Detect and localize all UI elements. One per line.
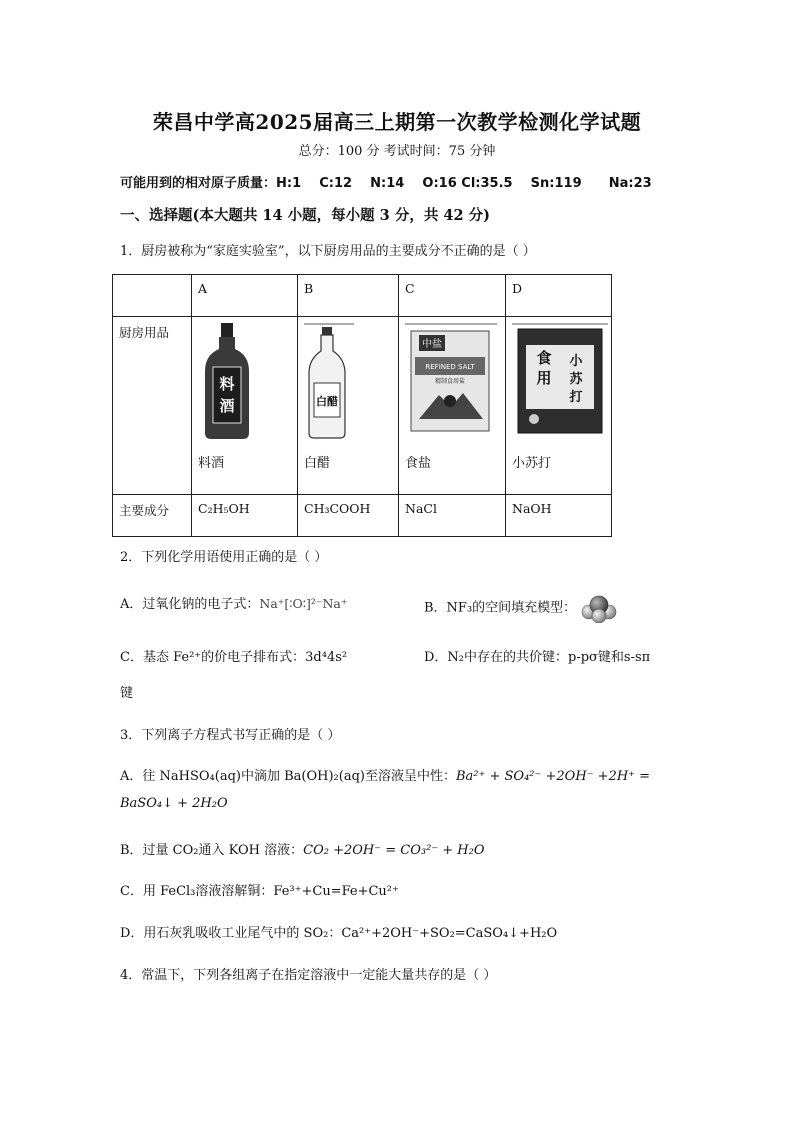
cooking-wine-bottle-image <box>198 323 288 453</box>
q3-option-a-text: A．往 NaHSO₄(aq)中滴加 Ba(OH)₂(aq)至溶液呈中性： <box>120 769 456 784</box>
q2-option-d: D．N₂中存在的共价键：p-pσ键和s-sπ <box>424 650 651 665</box>
bag-d-char-3: 小 <box>569 353 583 369</box>
question-2-stem: 2．下列化学用语使用正确的是（ ） <box>120 550 328 565</box>
question-3-stem: 3．下列离子方程式书写正确的是（ ） <box>120 728 341 743</box>
bottle-b-label: 白醋 <box>316 394 338 408</box>
component-d: NaOH <box>506 495 612 537</box>
bottle-a-char-2: 酒 <box>219 396 235 415</box>
q3-option-a-equation-line2: BaSO₄↓ + 2H₂O <box>120 796 228 811</box>
baking-soda-bag-image <box>512 323 612 453</box>
table-head-empty <box>113 275 192 317</box>
q3-option-a <box>120 765 650 784</box>
bag-d-char-1: 食 <box>536 348 552 367</box>
table-header-row <box>113 275 612 317</box>
bottle-a-char-1: 料 <box>219 374 235 393</box>
table-row-components <box>113 495 612 537</box>
q2-option-a <box>120 593 347 612</box>
item-baking-soda: 小苏打 <box>512 455 552 471</box>
row-label-components: 主要成分 <box>113 495 192 537</box>
question-4-stem: 4．常温下，下列各组离子在指定溶液中一定能大量共存的是（ ） <box>120 968 497 983</box>
q3-option-b <box>120 839 485 858</box>
q3-option-b-equation: CO₂ +2OH⁻ = CO₃²⁻ + H₂O <box>303 843 485 858</box>
q2-option-b <box>424 593 618 623</box>
salt-cn: 精制食用盐 <box>434 377 466 385</box>
question-1-stem: 1．厨房被称为“家庭实验室”，以下厨房用品的主要成分不正确的是（ ） <box>120 244 536 259</box>
vinegar-bottle-image <box>304 323 384 453</box>
q2-option-b-text: B．NF₃的空间填充模型： <box>424 600 577 616</box>
q3-option-a-equation: Ba²⁺ + SO₄²⁻ +2OH⁻ +2H⁺ = <box>455 769 651 784</box>
atomic-masses: 可能用到的相对原子质量：H:1 C:12 N:14 O:16 Cl:35.5 Sn:119 Na:23 <box>120 176 652 191</box>
na2o2-electron-formula: Na⁺[∶O∶]²⁻Na⁺ <box>259 596 348 611</box>
table-head-d: D <box>506 275 612 317</box>
salt-bag-image <box>405 323 497 453</box>
bag-d-char-4: 苏 <box>569 371 583 387</box>
q2-option-c: C．基态 Fe²⁺的价电子排布式：3d⁴4s² <box>120 650 348 665</box>
bag-d-char-5: 打 <box>569 389 583 405</box>
item-cooking-wine: 料酒 <box>198 455 225 471</box>
q3-option-c: C．用 FeCl₃溶液溶解铜：Fe³⁺+Cu=Fe+Cu²⁺ <box>120 884 399 899</box>
q2-option-d-tail: 键 <box>120 686 134 701</box>
exam-info: 总分：100 分 考试时间：75 分钟 <box>298 144 496 159</box>
table-head-c: C <box>399 275 506 317</box>
q2-option-a-text: A．过氧化钠的电子式： <box>120 597 260 612</box>
component-c: NaCl <box>399 495 506 537</box>
item-white-vinegar: 白醋 <box>304 455 331 471</box>
nf3-space-filling-model-icon <box>580 593 618 623</box>
page-title: 荣昌中学高2025届高三上期第一次教学检测化学试题 <box>152 110 642 134</box>
component-b: CH₃COOH <box>298 495 399 537</box>
question-1-table <box>112 274 612 537</box>
table-head-a: A <box>192 275 298 317</box>
salt-en: REFINED SALT <box>425 362 475 371</box>
table-row-items <box>113 316 612 494</box>
table-head-b: B <box>298 275 399 317</box>
salt-brand: 中盐 <box>422 338 442 350</box>
component-a: C₂H₅OH <box>192 495 298 537</box>
section-heading: 一、选择题(本大题共 14 小题，每小题 3 分，共 42 分) <box>120 207 490 224</box>
q3-option-d: D．用石灰乳吸收工业尾气中的 SO₂：Ca²⁺+2OH⁻+SO₂=CaSO₄↓+H₂O <box>120 926 558 941</box>
row-label-items: 厨房用品 <box>113 316 192 494</box>
bag-d-char-2: 用 <box>536 368 552 387</box>
item-salt: 食盐 <box>405 455 432 471</box>
q3-option-b-text: B．过量 CO₂通入 KOH 溶液： <box>120 843 304 858</box>
